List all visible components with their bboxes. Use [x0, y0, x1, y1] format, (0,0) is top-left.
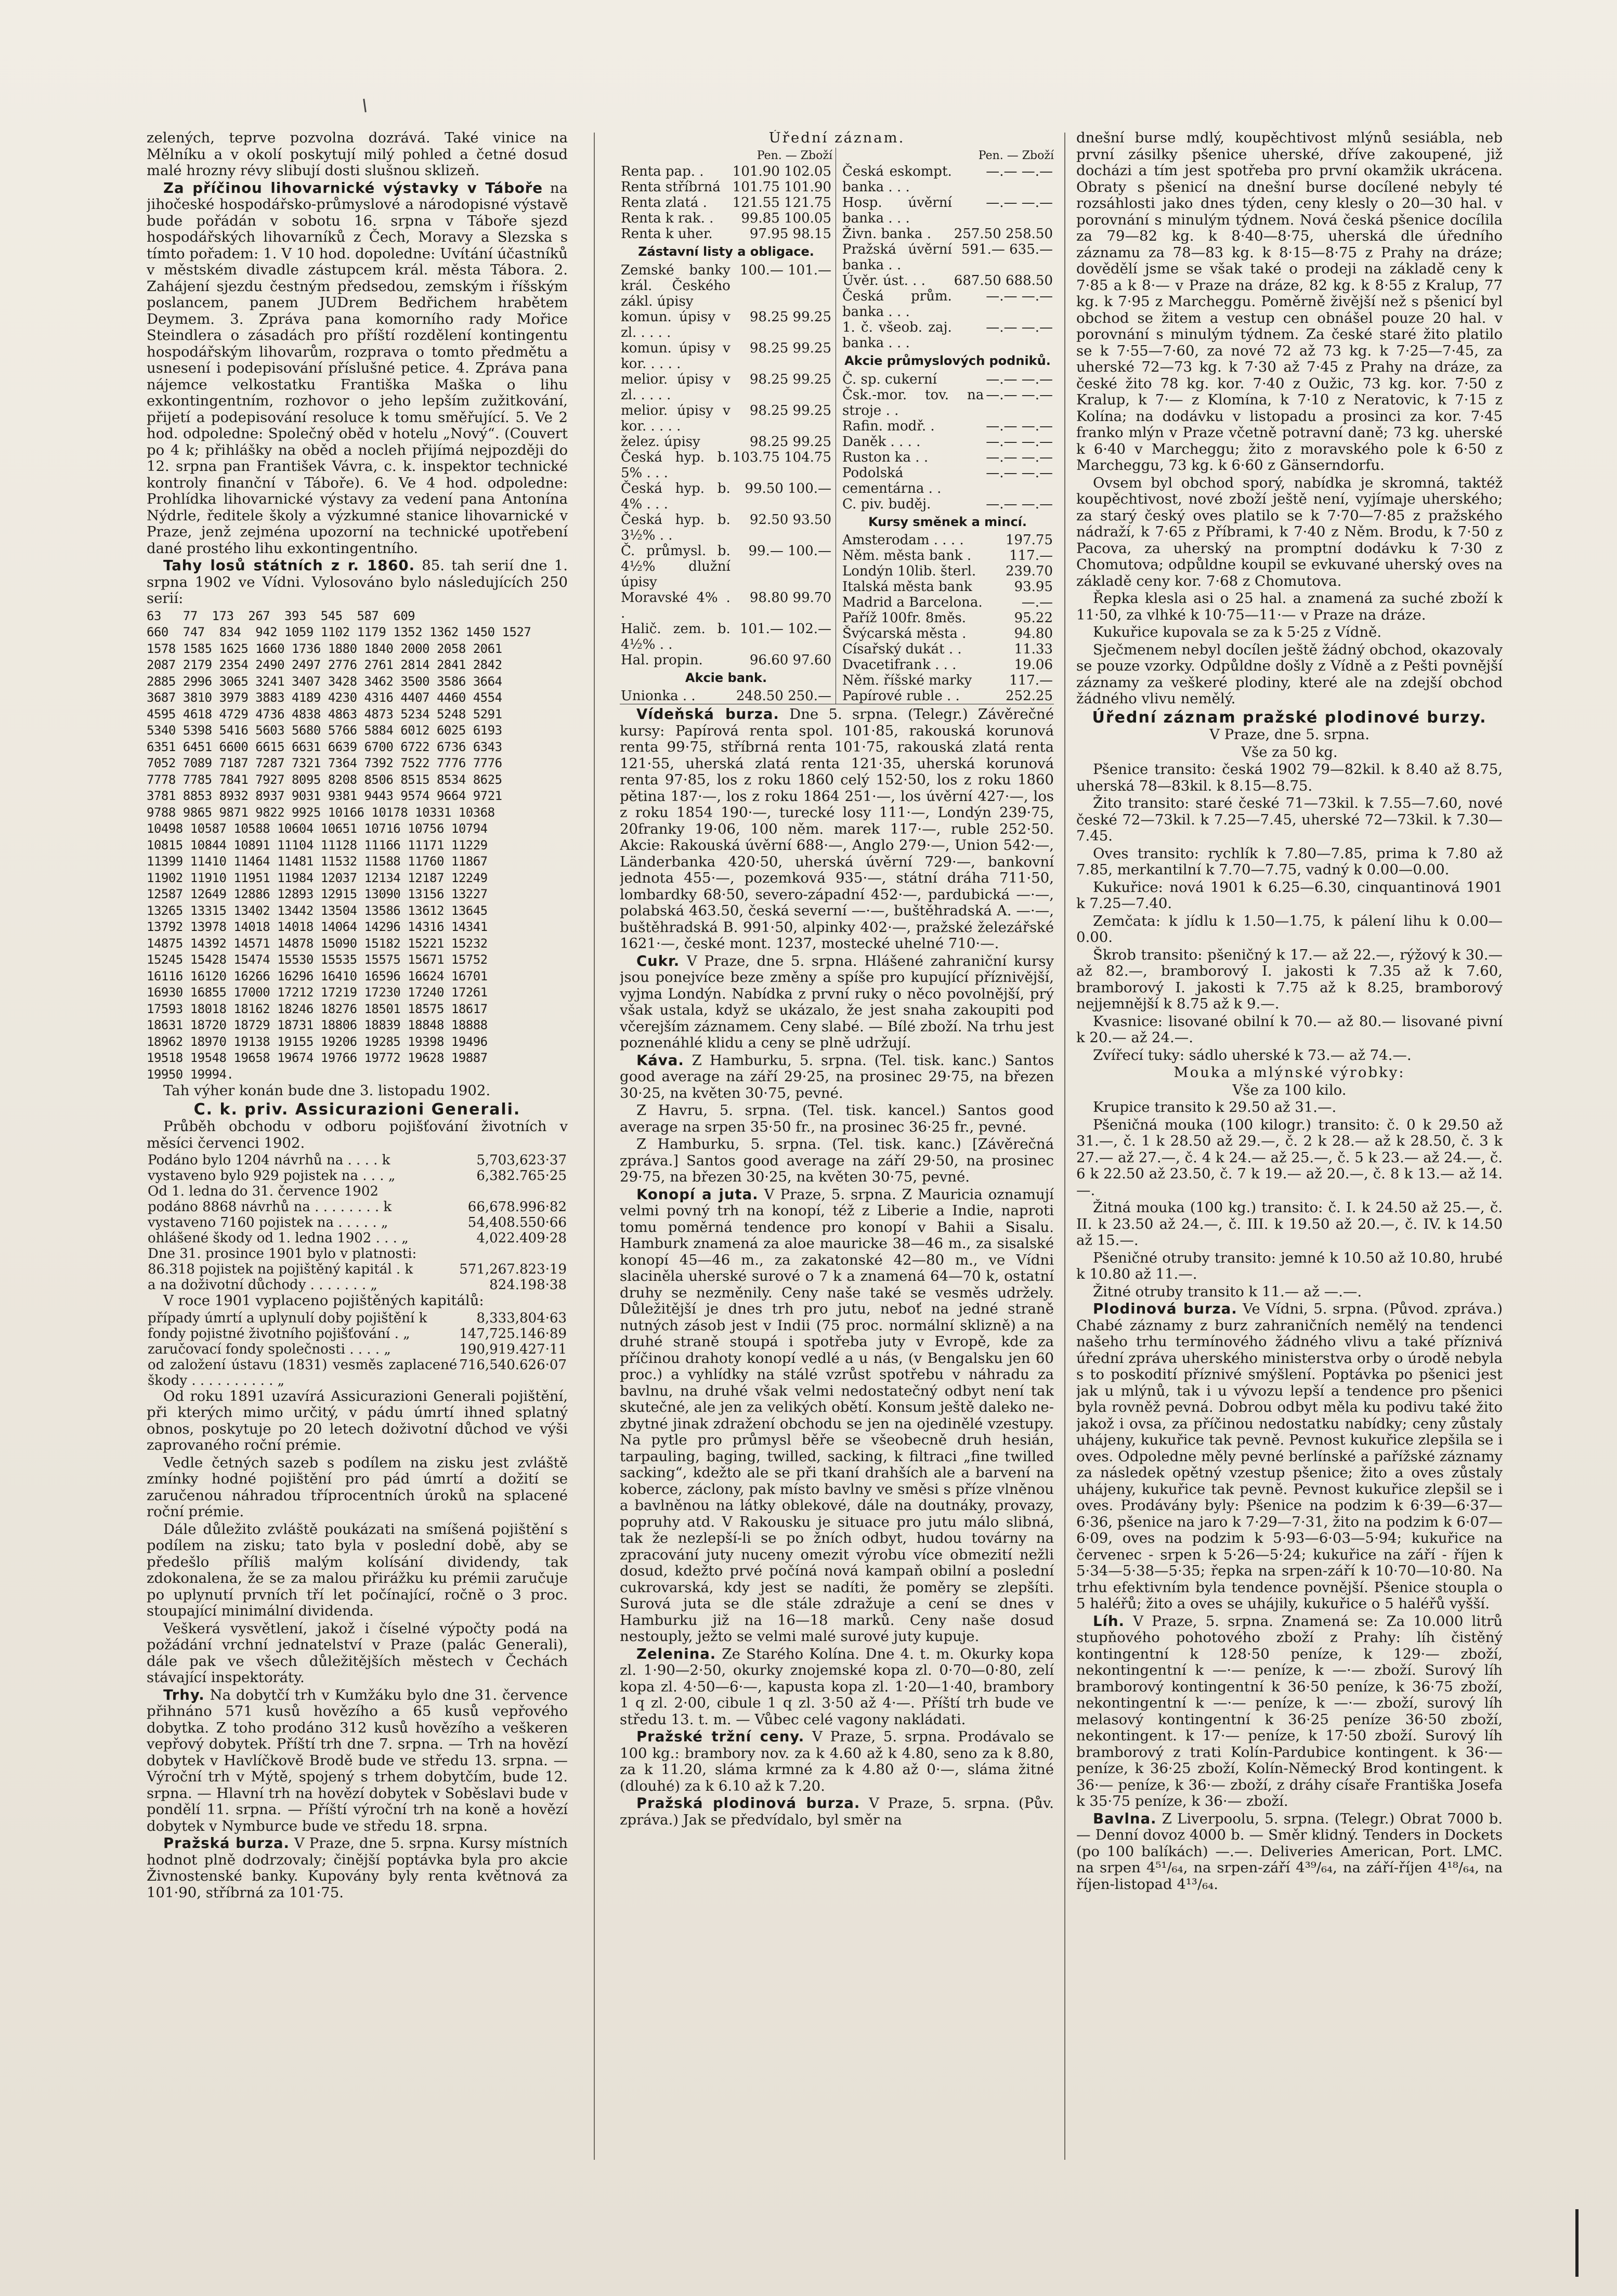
- zaznam-unit: Vše za 50 kg.: [1241, 743, 1338, 760]
- table-row: vystaveno bylo 929 pojistek na . . . „ 6,382.765·25: [148, 1168, 567, 1184]
- table-row: Úvěr. úst. . . 687.50 688.50: [842, 273, 1053, 288]
- trzni-heading: Pražské tržní ceny.: [636, 1728, 805, 1745]
- plodinova-heading: Pražská plodinová burza.: [636, 1795, 860, 1812]
- viden-heading: Vídeňská burza.: [636, 706, 779, 723]
- table-row: Madrid a Barcelona. —.—: [842, 595, 1053, 610]
- table-row: Česká eskompt. banka . . . —.— —.—: [842, 164, 1053, 195]
- zastavni-listy-heading: Zástavní listy a obligace.: [638, 244, 814, 259]
- top-pencil-mark: [363, 99, 367, 112]
- table-row: Daněk . . . . —.— —.—: [842, 434, 1053, 450]
- table-row: želez. úpisy 98.25 99.25: [621, 434, 831, 450]
- mouka-krupice: Krupice transito k 29.50 až 31.—.: [1093, 1099, 1337, 1116]
- zaznam-psenice: Pšenice transito: česká 1902 79—82kil. k 8.40 až 8.75, uherská 78—83kil. k 8.15—8.75.: [1076, 761, 1503, 794]
- mouka-psenicna: Pšeničná mouka (100 kilogr.) transito: č. 0 k 29.50 až 31.—, č. 1 k 28.50 až 29.—, č. 2 k 28.— až k 28.50, č. 3 k 27.— až 27.—, č. 4 k 24.— až 25.—, č. 5 k 23.— až 24.—, č. 6 k 22.50 až 23.50, č. 7 k 19.— až 20.—, č. 8 k 13.— až 14.—.: [1076, 1116, 1503, 1199]
- table-row: Renta stříbrná 101.75 101.90: [621, 179, 831, 195]
- viden-text: Dne 5. srpna. (Telegr.) Závěrečné kursy: Papírová renta spol. 101·85, rakouská korunová renta 99·75, stříbrná renta 101·75, rakouská zlatá renta 121·55, uherská zlatá renta 121·35, uherská korunová renta 97·85, los z roku 1860 celý 152·50, los z roku 1860 pětina 187·—, los z roku 1864 251·—, los úvěrní 427·—, los z roku 1854 190·—, turecké losy 111·—, Londýn 239·75, 20franky 19·06, 100 něm. marek 117·—, ruble 252·50. Akcie: Rakouská úvěrní 688·—, Anglo 279·—, Union 542·—, Länderbanka 420·50, uherská úvěrní 729·—, bankovní jednota 455·—, pozemková 935·—, státní dráha 711·50, lombardky 68·50, severo-západní 452·—, pardubická —·—, polabská 463.50, česká severní —·—, buštěhradská A. —·—, buštěhradská B. 991·50, alpinky 402·—, pražské železářské 1621·—, české mont. 1237, mostecké uhelné 710·—.: [620, 706, 1054, 952]
- zaznam-date: V Praze, dne 5. srpna.: [1209, 726, 1370, 743]
- mouka-zitna: Žitná mouka (100 kg.) transito: č. I. k 24.50 až 25.—, č. II. k 23.50 až 24.—, č. III. k 19.50 až 20.—, č. IV. k 14.50 až 15.—.: [1076, 1199, 1503, 1249]
- column-middle: [620, 130, 1054, 2240]
- mouka-heading: Mouka a mlýnské výrobky:: [1173, 1064, 1405, 1081]
- market-quotes-left: [620, 148, 836, 704]
- zaznam-oves: Oves transito: rychlík k 7.80—7.85, prima k 7.80 až 7.85, merkantilní k 7.70—7.75, vadný k 0.00—0.00.: [1076, 845, 1503, 878]
- assicurazioni-heading: C. k. priv. Assicurazioni Generali.: [193, 1100, 521, 1119]
- viden-plodinova-text: Ve Vídni, 5. srpna. (Původ. zpráva.) Chabé záznamy z burz zahraničních nemělý na tendenci našeho trhu termínového žádného vlivu a také příznivá úřední zpráva uherského ministerstva orby o úrodě nebyla s to poskodití příznivé smýšlení. Poptávka po pšenici jest jak u mlýnů, tak i u vývozu lepší a tendence pro pšenici byla rovněž pevná. Dobrou odbyt měla ku podivu také žito jakož i ovsa, za příčinou nedostatku nabídky; ceny zůstaly uhájeny, kukuřice tak pevně. Pevnost kukuřice zlepšila se i oves. Odpoledne měly pevné berlínské a pařížské záznamy za následek opětný vzestup pšenice; žito a oves zůstaly uhájeny, kukuřice tak pevně. Pevnost kukuřice zlepšil se i oves. Prodávány byly: Pšenice na podzim k 6·39—6·37—6·36, pšenice na jaro k 7·29—7·31, žito na podzim k 6·07—6·09, oves na podzim k 5·93—6·03—5·94; kukuřice na červenec - srpen k 5·26—5·24; kukuřice na září - říjen k 5·34—5·38—5·35; řepka na srpen-září k 10·70—10·80. Na trhu efektivním byla tendence povnější. Pšenice stoupla o 5 haléřů; žito a oves se uhájily, kukuřice o 5 haléřů vyšší.: [1076, 1301, 1503, 1612]
- page-edge-mark: [1575, 2209, 1579, 2277]
- table-row: komun. úpisy v kor. . . . . 98.25 99.25: [621, 340, 831, 372]
- plodinova-text: V Praze, 5. srpna. (Pův. zpráva.) Jak se předvídalo, byl směr na: [620, 1795, 1054, 1828]
- tahy-heading: Tahy losů státních z r. 1860.: [163, 557, 415, 574]
- zaznam-kvasnice: Kvasnice: lisované obilní k 70.— až 80.— lisované pivní k 20.— až 24.—.: [1076, 1013, 1503, 1046]
- burza-heading: Pražská burza.: [163, 1835, 290, 1852]
- lihovar-text: na jihočeské hospodářsko-průmyslové a národopisné výstavě bude pořádán v sobotu 16. srpna v Táboře sjezd hospodářských lihovarníků z Čech, Moravy a Slezska s tímto pořadem: 1. V 10 hod. dopoledne: Uvítání účastníků v městském divadle zástupcem král. města Tábora. 2. Zahájení sjezdu čestným předsedou, zemským i říšským poslancem, panem JUDrem Bedřichem hrabětem Deymem. 3. Zpráva pana komorního rady Mořice Steindlera o zásadách pro příští rozdělení kontingentu hospodářským lihovarům, rozprava o tomto předmětu a usnesení i podepisování příslušné petice. 4. Zpráva pana nájemce velkostatku Františka Maška o lihu exkontingentním, rozhovor o jeho lepším zužitkování, přijetí a podepisování resoluce k tomu směřující. 5. Ve 2 hod. odpoledne: Společný oběd v hotelu „Nový“. (Couvert po 4 k; přihlášky na oběd a nocleh přijímá nejpozději do 12. srpna pan František Vávra, c. k. inspektor technické kontroly finanční v Táboře). 6. Ve 4 hod. odpoledne: Prohlídka lihovarnické výstavy za vedení pana Antonína Nýdrle, ředitele školy a výzkumné stanice lihovarnické v Praze, jenž zejména upozorní na technické upotřebení dané prostého lihu exkontingentního.: [147, 179, 568, 557]
- table-row: C. piv. buděj. —.— —.—: [842, 496, 1053, 512]
- plodinova-article: [620, 1795, 1054, 1828]
- konopi-article: [620, 1187, 1054, 1645]
- zaznam-zito: Žito transito: staré české 71—73kil. k 7.55—7.60, nové české 72—73kil. k 7.25—7.45, uherské 72—73kil. k 7.30—7.45.: [1076, 795, 1503, 844]
- kukurice-paragraph: Kukuřice kupovala se za k 5·25 z Vídně.: [1093, 624, 1382, 640]
- table-row: Dvacetifrank . . . 19.06: [842, 657, 1053, 673]
- kava-text-2: Z Havru, 5. srpna. (Tel. tisk. kancel.) Santos good average na srpen 35·50 fr., na prosinec 36·25 fr., pevné.: [620, 1102, 1054, 1135]
- table-row: Č. průmysl. b. 4½% dlužní úpisy 99.— 100.—: [621, 543, 831, 590]
- assicurazioni-para-4: Vedle četných sazeb s podílem na zisku jest zvláště zmínky hodné pojištění pro pád úmrtí a dožití se zaručenou náhradou tříprocentních úroků na splacené roční prémie.: [147, 1454, 568, 1520]
- bavlna-article: [1076, 1811, 1503, 1893]
- market-quotes-right: [841, 148, 1054, 704]
- table-row: Švýcarská města . 94.80: [842, 626, 1053, 641]
- trzni-article: [620, 1729, 1054, 1794]
- table-row: Živn. banka . 257.50 258.50: [842, 226, 1053, 242]
- assicurazioni-para-6: Veškerá vysvětlení, jakož i číselné výpočty podá na požádání vrchní jednatelství v Praze (palác Generali), dále pak ve všech důležitějších městech v Čechách stávající inspektoráty.: [147, 1620, 568, 1686]
- table-row: Pražská úvěrní banka . . 591.— 635.—: [842, 242, 1053, 273]
- table-row: podáno 8868 návrhů na . . . . . . . . k 66,678.996·82: [148, 1199, 567, 1215]
- viden-plodinova-heading: Plodinová burza.: [1093, 1301, 1237, 1317]
- table-row: Papírové ruble . . 252.25: [842, 688, 1053, 704]
- table-row: Podolská cementárna . . —.— —.—: [842, 465, 1053, 496]
- viden-article: [620, 706, 1054, 952]
- lih-heading: Líh.: [1093, 1612, 1125, 1630]
- column-right: [1076, 130, 1503, 2240]
- plodinova-continued: dnešní burse mdlý, koupěchtivost mlýnů sesiábla, neb první zásilky pšenice uherské, dříve zakoupené, již docházi a tím jest spotřeba pro první okamžik ukrácena. Obraty s pšenicí na dnešní burse docílené nebyly té rozsáhlosti jako dnes týden, ceny klesly o 20—30 hal. v porovnání s minulým týdnem. Nová česká pšenice docílila za 79—82 kg. k 8·40—8·75, uherská dle úředního záznamu za 78—83 kg. k 8·15—8·75 z Prahy na dráze; dovědělí jsme se však také o prodeji na základě ceny k 7·85 a k 8·— v Praze na dráze, 82 kg. k 8·55 z Kralup, 77 kg. k 7·95 z Marcheggu. Poměrně živější než s pšenicí byl obchod se žitem a vestup cen obnášel pouze 20 hal. v porovnání s minulým týdnem. Za české staré žito platilo se k 7·55—7·60, za nové 72 až 73 kg. k 7·25—7·45, za uherské 72—73 kg. k 7·30 až 7·45 z Prahy na dráze, za české žito 78 kg. kor. 7·40 z Oužic, 73 kg. kor. 7·50 z Kralup, k 7·— z Klomína, k 7·10 z Neratovic, k 7·15 z Kolína; na dodávku v listopadu a prosinci za kor. 7·45 franko mlýn v Praze včetně potravní daně; 73 kg. uherské k 6·40 v Marcheggu; žito z moravského pole k 6·50 z Marcheggu, 73 kg. k 6·60 z Gänserndorfu.: [1076, 130, 1503, 474]
- tahy-text: 85. tah serií dne 1. srpna 1902 ve Vídni. Vylosováno bylo následujících 250 serií:: [147, 557, 568, 607]
- table-row: Zemské banky král. Českého zákl. úpisy 100.— 101.—: [621, 262, 831, 309]
- zaznam-kukurice: Kukuřice: nová 1901 k 6.25—6.30, cinquantinová 1901 k 7.25—7.40.: [1076, 878, 1503, 912]
- assicurazioni-para-5: Dále důležito zvláště poukázati na smíšená pojištění s podílem na zisku; tato byla v poslední době, aby se předešlo příliš malým kolísání dividendy, tak zdokonalena, že se za malou přirážku ku prémii zaručuje po uplynutí prvních tří let počínající, ročně o 3 proc. stoupající minimální dividenda.: [147, 1520, 568, 1619]
- zaznam-heading: Úřední záznam pražské plodinové burzy.: [1092, 708, 1487, 727]
- zaznam-zemcata: Zemčata: k jídlu k 1.50—1.75, k pálení lihu k 0.00—0.00.: [1076, 912, 1503, 946]
- lih-text: V Praze, 5. srpna. Znamená se: Za 10.000 litrů stupňového pohotového zboží z Prahy: líh čistěný kontingentní k 128·50 peníze, k 129·— zboží, nekontingentní k —·— peníze, k —·— zboží. Surový líh bramborový kontingentní k 36·50 peníze, k 36·75 zboží, nekontingentní k —·— peníze, k —·— zboží, surový líh melasový kontingentní k 36·25 peníze 36·50 zboží, nekontingent. k 17·— peníze, k 17·50 zboží. Surový líh bramborový z trati Kolín-Pardubice kontingent. k 36·— peníze, k 36·25 zboží, Kolín-Německý Brod kontingent. k 36·— peníze, k 36·— zboží, z dráhy císaře Františka Josefa k 35·75 peníze, k 36·— zboží.: [1076, 1612, 1503, 1809]
- table-row: od založení ústavu (1831) vesměs zaplacené škody . . . . . . . . . . „ 716,540.626·07: [148, 1357, 567, 1388]
- table-row: 1. č. všeob. zaj. banka . . . —.— —.—: [842, 320, 1053, 351]
- tahy-end: Tah výher konán bude dne 3. listopadu 1902.: [163, 1082, 491, 1099]
- table-row: Č. sp. cukerní —.— —.—: [842, 371, 1053, 387]
- column-rule-2: [1064, 133, 1065, 2160]
- zaznam-skrob: Škrob transito: pšeničný k 17.— až 22.—, rýžový k 30.— až 82.—, bramborový I. jakosti k 7.35 až k 7.60, bramborový I. jakosti k 7.75 až k 8.25, bramborový nejjemnější k 8.75 až k 9.—.: [1076, 946, 1503, 1012]
- table-row: Renta k uher. 97.95 98.15: [621, 226, 831, 242]
- akcie-prumyslovych-heading: Akcie průmyslových podniků.: [844, 353, 1051, 368]
- kursy-smenek-table: [841, 532, 1054, 704]
- tahy-article: [147, 558, 568, 607]
- table-row: Italská města bank 93.95: [842, 579, 1053, 595]
- jecmen-paragraph: Sječmenem nebyl docílen ještě žádný obchod, okazovaly se pouze vzorky. Odpůldne došly z Vídně a z Pešti povnější záznamy za veškeré plodiny, které ale na zdejší obchod žádného vlivu nemělý.: [1076, 641, 1503, 707]
- oves-paragraph: Ovsem byl obchod sporý, nabídka je skromná, taktéž koupěchtivost, nové zboží ještě není, vyjímaje uherského; za starý český oves platilo se k 7·70—7·85 z pražského nádraží, k 7·65 z Příbrami, k 7·40 z Něm. Brodu, k 7·50 z Pacova, za uherský na promptní dodávku k 7·30 z Chomutova; odpůldne koupil se evkuvané uherský oves na základě ceny kor. 7·68 z Chomutova.: [1076, 474, 1503, 589]
- cukr-heading: Cukr.: [636, 952, 680, 969]
- table-row: Česká prům. banka . . . —.— —.—: [842, 288, 1053, 320]
- table-row: a na doživotní důchody . . . . . . . „ 824.198·38: [148, 1277, 567, 1293]
- table-row: Hosp. úvěrní banka . . . —.— —.—: [842, 195, 1053, 226]
- table-row: Česká hyp. b. 4% . . . 99.50 100.—: [621, 480, 831, 512]
- table-row: Unionka . . 248.50 250.—: [621, 688, 831, 704]
- renta-table: [620, 164, 832, 242]
- assicurazioni-paid: V roce 1901 vyplaceno pojištěných kapitálů:: [163, 1292, 484, 1309]
- table-row: Amsterodam . . . . 197.75: [842, 532, 1053, 548]
- table-row: Renta pap. . 101.90 102.05: [621, 164, 831, 179]
- assicurazioni-intro: Průběh obchodu v odboru pojišťování životních v měsíci červenci 1902.: [147, 1118, 568, 1151]
- otruby-psenicne: Pšeničné otruby transito: jemné k 10.50 až 10.80, hrubé k 10.80 až 11.—.: [1076, 1249, 1503, 1282]
- table-row: 86.318 pojistek na pojištěný kapitál . k 571,267.823·19: [148, 1262, 567, 1277]
- akcie-bank-table: [620, 688, 832, 704]
- table-row: Císařský dukát . . 11.33: [842, 641, 1053, 657]
- burza-article: [147, 1835, 568, 1901]
- bavlna-heading: Bavlna.: [1093, 1810, 1157, 1827]
- repka-paragraph: Řepka klesla asi o 25 hal. a znamená za suché zboží k 11·50, za vlhké k 10·75—11·— v Praze na dráze.: [1076, 590, 1503, 623]
- assicurazioni-table-2: [147, 1310, 568, 1388]
- table-row: Podáno bylo 1204 návrhů na . . . . k 5,703,623·37: [148, 1152, 567, 1168]
- table-row: Moravské 4% . . 98.80 99.70: [621, 589, 831, 621]
- pen-zbozi-header: Pen. — Zboží: [757, 149, 832, 162]
- table-row: Něm. města bank . 117.—: [842, 548, 1053, 563]
- konopi-text: V Praze, 5. srpna. Z Mauricia oznamují velmi povný trh na konopí, též z Liberie a Indie, naproti tomu poměrná tendence pro konopí v Bahii a Sisalu. Hamburk znamená za aloe mauricke 38—46 m., za sisalské konopí 45—46 m., za zakatonské 42—80 m., ve Vídni slaciněla uherské surové o 7 k a znamená 64—70 k, ostatní druhy se nezměnily. Ceny naše také se vesměs udržely. Důležitější je dnes trh pro jutu, neboť na jedné straně nutných zásob jest v Indii (75 proc. normální sklizně) a na druhé straně stoupá i spotřeba juty v Evropě, kde za příčinou drahoty konopí vedlé a u nás, (v Bengalsku jen 60 proc.) a vyhlídky na stálé vzrůst spotřebu v náhradu za bavlnu, na druhé však velmi nedostatečný odbyt není tak skutečné, ale jen za velikých obětí. Konsum ještě daleko ne- zbytné jinak zdražení obchodu se jen na ojedinělé vzestupy. Na pytle pro průmysl běře se všeobecně druh hesián, tarpauling, baging, twilled, sacking, k filtraci „fine twilled sacking“, kdežto ale se při tkaní drahších ale a barvení na koberce, záclony, pak místo bavlny ve směsi s příze vlněnou a bavlněnou na látky oblekové, dále na doutnáky, provazy, popruhy atd. V Rakousku je situace pro jutu málo slibná, tak že nezlepší-li se po žních odbyt, hudou továrny na zpracování juty nuceny omezit výrobu více obmezití nežli dosud, kdežto prvé počíná nová kampaň obilní a poslední cukrovarská, kdy jest se nadíti, že poměry se zlepšíti. Surová juta se dle stále zdražuje a cení se dnes v Hamburku již na 16—18 marků. Ceny naše dosud nestouply, ježto se velmi malé surové juty kupuje.: [620, 1186, 1054, 1645]
- table-row: zaručovací fondy společnosti . . . . „ 190,919.427·11: [148, 1341, 567, 1357]
- table-row: melior. úpisy v kor. . . . . 98.25 99.25: [621, 402, 831, 434]
- table-row: fondy pojistné životního pojišťování . „ 147,725.146·89: [148, 1326, 567, 1342]
- mouka-unit: Vše za 100 kilo.: [1232, 1081, 1347, 1098]
- table-row: melior. úpisy v zl. . . . . 98.25 99.25: [621, 371, 831, 403]
- column-rule-1: [594, 133, 595, 2160]
- lihovar-heading: Za příčinou lihovarnické výstavky v Táboře: [163, 179, 543, 196]
- kava-article: [620, 1053, 1054, 1102]
- lih-article: [1076, 1613, 1503, 1810]
- cukr-text: V Praze, dne 5. srpna. Hlášené zahraniční kursy jsou ponejvíce beze změny a spíše pro kupující příznivější, vyjma Londýn. Nabídka z první ruky o něco povolnější, prý však ustala, když se ukázalo, že jest snaha zakoupiti pod včerejším záznamem. Ceny slabé. — Bílé zboží. Na trhu jest poznenáhlé klidu a ceny se plně udržují.: [620, 952, 1054, 1051]
- lihovar-article: [147, 180, 568, 557]
- table-row: Česká hyp. b. 5% . . . 103.75 104.75: [621, 449, 831, 481]
- table-row: vystaveno 7160 pojistek na . . . . . „ 54,408.550·66: [148, 1215, 567, 1230]
- table-row: Paříž 100fr. 8měs. 95.22: [842, 610, 1053, 626]
- column-left: [147, 130, 568, 2240]
- table-row: Rafin. modř. . —.— —.—: [842, 418, 1053, 434]
- trhy-article: [147, 1687, 568, 1835]
- table-row: Čsk.-mor. tov. na stroje . . —.— —.—: [842, 387, 1053, 418]
- zelenina-heading: Zelenina.: [636, 1645, 716, 1662]
- zelenina-text: Ze Starého Kolína. Dne 4. t. m. Okurky kopa zl. 1·90—2·50, okurky znojemské kopa zl. 0·70—0·80, zelí kopa zl. 4·50—6·—, kapusta kopa zl. 1·20—1·40, brambory 1 q zl. 2·00, cibule 1 q zl. 3·50 až 4·—. Příští trh bude ve středu 13. t. m. — Vůbec celé vagony nakládati.: [620, 1645, 1054, 1728]
- table-row: Renta k rak. . 99.85 100.05: [621, 211, 831, 226]
- kursy-smenek-heading: Kursy směnek a mincí.: [868, 514, 1027, 529]
- assicurazioni-table-1: [147, 1152, 568, 1293]
- market-quotes: [620, 148, 1054, 705]
- table-row: Ruston ka . . —.— —.—: [842, 449, 1053, 465]
- table-row: Dne 31. prosince 1901 bylo v platnosti:: [148, 1246, 417, 1262]
- table-row: Česká hyp. b. 3½% . . 92.50 93.50: [621, 511, 831, 543]
- official-quote-heading: Úřední záznam.: [768, 130, 905, 146]
- zaznam-tuky: Zvířecí tuky: sádlo uherské k 73.— až 74.—.: [1093, 1046, 1412, 1064]
- trhy-text: Na dobytčí trh v Kumžáku bylo dne 31. července přihnáno 571 kusů hovězího a 65 kusů vepřového dobytka. Z toho prodáno 312 kusů hovězího a veškeren vepřový dobytek. Příští trh dne 7. srpna. — Trh na hovězí dobytek v Havlíčkově Brodě bude ve středu 13. srpna. — Výroční trh v Mýtě, spojený s trhem dobytčím, bude 12. srpna. — Hlavní trh na hovězí dobytek v Soběslavi bude v pondělí 11. srpna. — Příští výroční trh na koně a hovězí dobytek v Nymburce bude ve středu 18. srpna.: [147, 1686, 568, 1834]
- viden-plodinova-article: [1076, 1301, 1503, 1612]
- table-row: Něm. říšské marky 117.—: [842, 673, 1053, 688]
- table-row: Od 1. ledna do 31. července 1902: [148, 1184, 379, 1199]
- obligace-table: [620, 263, 832, 668]
- draw-series-numbers: 63 77 173 267 393 545 587 609 660 747 834 942 1059 1102 1179 1352 1362 1450 1527 1578 1585 1625 1660 1736 1880 1840 2000 2058 2061 2087 2179 2354 2490 2497 2776 2761 2814 2841 2842 2885 2996 3065 3241 3407 3428 3462 3500 3586 3664 3687 3810 3979 3883 4189 4230 4316 4407 4460 4554 4595 4618 4729 4736 4838 4863 4873 5234 5248 5291 5340 5398 5416 5603 5680 5766 5884 6012 6025 6193 6351 6451 6600 6615 6631 6639 6700 6722 6736 6343 7052 7089 7187 7287 7321 7364 7392 7522 7776 7776 7778 7785 7841 7927 8095 8208 8506 8515 8534 8625 3781 8853 8932 8937 9031 9381 9443 9574 9664 9721 9788 9865 9871 9822 9925 10166 10178 10331 10368 10498 10587 10588 10604 10651 10716 10756 10794 10815 10844 10891 11104 11128 11166 11171 11229 11399 11410 11464 11481 11532 11588 11760 11867 11902 11910 11951 11984 12037 12134 12187 12249 12587 12649 12886 12893 12915 13090 13156 13227 13265 13315 13402 13442 13504 13586 13612 13645 13792 13978 14018 14018 14064 14296 14316 14341 14875 14392 14571 14878 15090 15182 15221 15232 15245 15428 15474 15530 15535 15575 15671 15752 16116 16120 16266 16296 16410 16596 16624 16701 16930 16855 17000 17212 17219 17230 17240 17261 17593 18018 18162 18246 18276 18501 18575 18617 18631 18720 18729 18731 18806 18839 18848 18888 18962 18970 19138 19155 19206 19285 19398 19496 19518 19548 19658 19674 19766 19772 19628 19887 19950 19994.: [147, 608, 531, 1082]
- burza-text: V Praze, dne 5. srpna. Kursy místních hodnot plně dodrzovaly; činější poptávka byla pro akcie Živnostenské banky. Kupovány byly renta květnová za 101·90, stříbrná za 101·75.: [147, 1835, 568, 1901]
- table-row: komun. úpisy v zl. . . . . 98.25 99.25: [621, 309, 831, 340]
- zelenina-article: [620, 1646, 1054, 1728]
- bavlna-text: Z Liverpoolu, 5. srpna. (Telegr.) Obrat 7000 b. — Denní dovoz 4000 b. — Směr klidný. Tenders in Dockets (po 100 balíkách) —.—. Deliveries American, Port. LMC. na srpen 4⁵¹/₆₄, na srpen-září 4³⁹/₆₄, na září-říjen 4¹⁸/₆₄, na říjen-listopad 4¹³/₆₄.: [1076, 1810, 1503, 1893]
- pen-zbozi-header-right: Pen. — Zboží: [978, 149, 1054, 162]
- table-row: Halič. zem. b. 4½% . . 101.— 102.—: [621, 621, 831, 652]
- akcie-bank-heading: Akcie bank.: [685, 670, 767, 685]
- table-row: ohlášené škody od 1. ledna 1902 . . . „ 4,022.409·28: [148, 1230, 567, 1246]
- kava-text-3: Z Hamburku, 5. srpna. (Tel. tisk. kanc.) [Závěrečná zpráva.] Santos good average na září 29·50, na prosinec 29·75, na březen 30·25, na květen 30·75, pevné.: [620, 1136, 1054, 1185]
- table-row: případy úmrtí a uplynulí doby pojištění k 8,333,804·63: [148, 1310, 567, 1326]
- akcie-prumyslovych-table: [841, 372, 1054, 512]
- otruby-zitne: Žitné otruby transito k 11.— až —.—.: [1093, 1283, 1362, 1300]
- table-row: Hal. propin. 96.60 97.60: [621, 652, 831, 668]
- cukr-article: [620, 953, 1054, 1052]
- kava-text-1: Z Hamburku, 5. srpna. (Tel. tisk. kanc.) Santos good average na září 29·25, na prosinec 29·75, na březen 30·25, na květen 30·75, pevné.: [620, 1052, 1054, 1101]
- intro-paragraph: zelených, teprve pozvolna dozrává. Také vinice na Mělníku a v okolí poskytují milý pohled a četné dosud malé hrozny révy slibují dosti slušnou sklizeň.: [147, 130, 568, 179]
- table-row: Renta zlatá . 121.55 121.75: [621, 195, 831, 211]
- trzni-text: V Praze, 5. srpna. Prodávalo se 100 kg.: brambory nov. za k 4.60 až k 4.80, seno za k 8.80, za k 11.20, sláma krmné za k 4.80 až 0·—, sláma žitné (dlouhé) za k 6.10 až k 7.20.: [620, 1728, 1054, 1794]
- banky-table: [841, 164, 1054, 351]
- table-row: Londýn 10lib. šterl. 239.70: [842, 563, 1053, 579]
- konopi-heading: Konopí a juta.: [636, 1186, 759, 1203]
- trhy-heading: Trhy.: [163, 1686, 205, 1703]
- kava-heading: Káva.: [636, 1052, 684, 1069]
- assicurazioni-para-3: Od roku 1891 uzavírá Assicurazioni Generali pojištění, při kterých mimo určitý, v pádu úmrtí ihned splatný obnos, poskytuje po 20 letech doživotní důchod ve výši zaprovaného roční prémie.: [147, 1387, 568, 1453]
